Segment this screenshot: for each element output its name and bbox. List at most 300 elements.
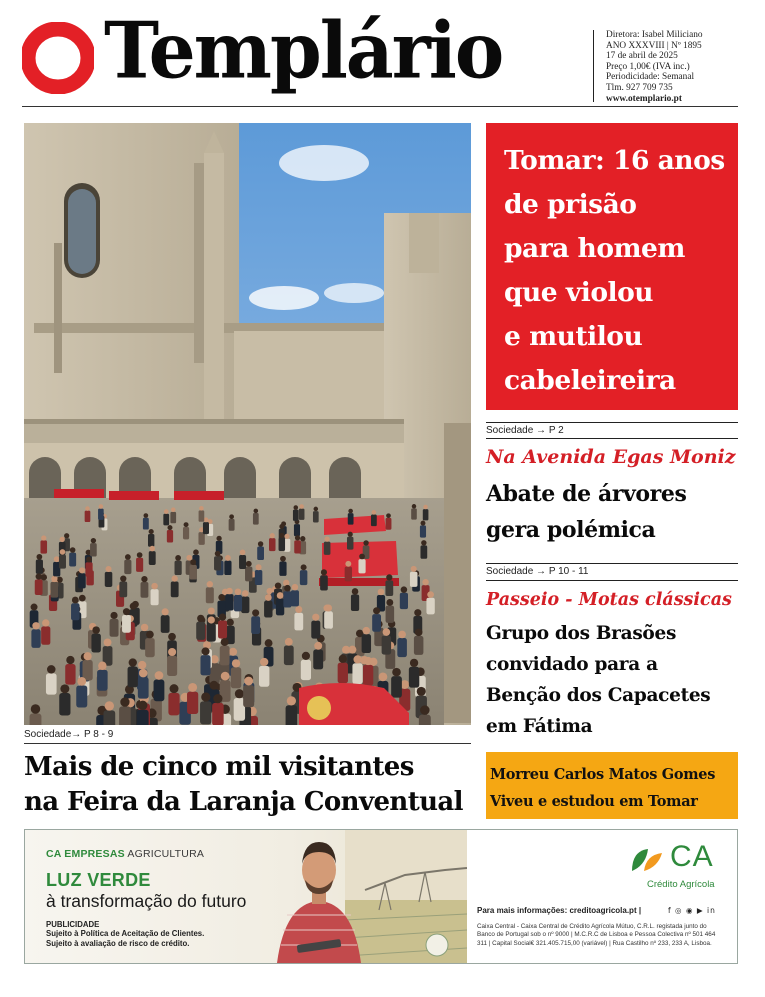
crowd-person-head	[421, 521, 426, 526]
crowd-person-head	[345, 561, 351, 567]
crowd-person-head	[47, 665, 56, 674]
crowd-person-head	[138, 701, 147, 710]
crowd-person-head	[295, 606, 302, 613]
crowd-person-head	[287, 696, 296, 705]
crowd-person-head	[141, 624, 148, 631]
crowd-person-head	[167, 525, 172, 530]
crowd-person-head	[130, 603, 137, 610]
crowd-person-head	[41, 535, 46, 540]
crowd-person-head	[226, 619, 233, 626]
story-2-headline[interactable]	[486, 618, 710, 742]
crowd-person	[351, 595, 359, 611]
story-1-kicker: Na Avenida Egas Moniz	[486, 446, 736, 468]
crowd-person-head	[60, 684, 69, 693]
crowd-person-head	[420, 705, 430, 715]
ad-disclaimer	[46, 920, 204, 948]
crowd-person-head	[225, 555, 231, 561]
crowd-person	[161, 615, 170, 633]
crowd-person	[243, 685, 254, 707]
crowd-person-head	[31, 704, 40, 713]
crowd-person	[229, 519, 235, 531]
cloister-crowd-photo	[24, 123, 471, 725]
crowd-person	[145, 638, 155, 657]
crowd-person-head	[353, 655, 361, 663]
crowd-person	[313, 511, 319, 522]
crowd-person-head	[70, 547, 76, 553]
crowd-person	[276, 599, 284, 616]
crowd-person-head	[221, 672, 230, 681]
farmer-person-image	[257, 830, 381, 963]
story-1-section: Sociedade → P 2	[486, 425, 564, 436]
crowd-person-head	[31, 604, 38, 611]
crowd-person-head	[314, 642, 322, 650]
crowd-person-head	[210, 681, 219, 690]
crowd-person	[294, 540, 301, 553]
crowd-person-head	[279, 533, 284, 538]
story-2-sub-rule	[486, 580, 738, 581]
crowd-person	[137, 710, 149, 725]
crowd-person-head	[398, 631, 406, 639]
crowd-person-head	[324, 537, 329, 542]
crowd-person-head	[41, 574, 47, 580]
masthead-divider	[593, 30, 594, 102]
crowd-person-head	[60, 549, 66, 555]
crowd-person-head	[54, 556, 60, 562]
crowd-person-head	[85, 506, 90, 511]
crowd-person-head	[422, 579, 428, 585]
crowd-person-head	[149, 546, 155, 552]
crowd-person-head	[207, 581, 213, 587]
crowd-person	[207, 623, 216, 641]
crowd-person	[65, 664, 75, 685]
crowd-person-head	[168, 648, 176, 656]
newspaper-title[interactable]: Templário	[104, 5, 503, 97]
crowd-person	[411, 508, 417, 519]
crowd-person	[136, 558, 143, 572]
crowd-person-head	[314, 507, 319, 512]
crowd-person-head	[363, 627, 371, 635]
crowd-person-head	[417, 687, 426, 696]
social-icons[interactable]: f ◎ ◉ ▶ in	[668, 906, 716, 915]
crowd-person	[391, 676, 402, 697]
crowd-person-head	[383, 628, 391, 636]
ad-subheadline: à transformação do futuro	[46, 891, 247, 911]
crowd-person-head	[300, 536, 305, 541]
crowd-person-head	[339, 655, 347, 663]
crowd-person-head	[412, 504, 416, 508]
crowd-person	[245, 567, 252, 582]
crowd-person-head	[386, 513, 391, 518]
red-line-5: e mutilou	[504, 321, 643, 352]
story-1-headline[interactable]	[486, 476, 686, 548]
credito-agricola-label: Crédito Agrícola	[647, 879, 715, 890]
crowd-person	[98, 509, 104, 520]
crowd-person-head	[151, 583, 157, 589]
crowd-person-head	[186, 555, 192, 561]
crowd-person-head	[392, 668, 401, 677]
crowd-person	[97, 670, 108, 691]
crowd-person	[347, 537, 353, 550]
crowd-person	[291, 590, 299, 606]
crowd-person-head	[141, 576, 147, 582]
crowd-person-head	[363, 540, 368, 545]
red-line-3: para homem	[504, 233, 685, 264]
crowd-person	[71, 603, 80, 620]
crowd-person	[128, 666, 138, 687]
story-1-top-rule	[486, 422, 738, 423]
crowd-person	[253, 513, 259, 525]
crowd-person-head	[66, 656, 74, 664]
ad-brand-suffix: AGRICULTURA	[127, 848, 205, 860]
masthead-rule	[22, 106, 738, 107]
crowd-person-head	[86, 557, 92, 563]
crowd-person-head	[260, 658, 268, 666]
crowd-person-head	[143, 513, 148, 518]
cover-photo[interactable]	[24, 123, 471, 725]
crowd-person	[167, 656, 177, 676]
crowd-person-head	[401, 586, 408, 593]
ad-pub-line-1: PUBLICIDADE	[46, 920, 100, 929]
crowd-person	[183, 527, 189, 539]
crowd-person	[257, 546, 264, 560]
crowd-person	[124, 560, 131, 574]
crowd-person-head	[79, 595, 86, 602]
crowd-person-head	[218, 594, 225, 601]
crowd-person-head	[91, 538, 96, 543]
crowd-person-head	[372, 510, 377, 515]
yellow-line-1: Morreu Carlos Matos Gomes	[490, 766, 716, 783]
story-2-headline-line-1: Grupo dos Brasões	[486, 623, 677, 644]
crowd-person-head	[285, 638, 293, 646]
crowd-person-head	[294, 505, 299, 510]
crowd-person	[293, 510, 299, 521]
crowd-person-head	[386, 599, 393, 606]
crowd-person-head	[325, 605, 332, 612]
crowd-person	[91, 634, 100, 653]
crowd-person	[386, 518, 392, 530]
crowd-person	[90, 543, 97, 556]
info-issue: ANO XXXVIII | Nº 1895	[606, 40, 702, 51]
crowd-person-head	[32, 622, 39, 629]
crowd-person	[224, 561, 231, 575]
crowd-person-head	[105, 701, 114, 710]
crowd-person	[348, 513, 354, 525]
crowd-person-head	[292, 584, 298, 590]
photo-rule	[24, 743, 471, 744]
crowd-person	[414, 636, 423, 655]
crowd-person	[279, 561, 286, 575]
crowd-person-head	[84, 652, 92, 660]
crowd-person-head	[146, 631, 154, 639]
crowd-person	[397, 638, 407, 657]
crowd-person	[294, 524, 300, 536]
crowd-person	[225, 594, 233, 610]
crowd-person-head	[258, 541, 263, 546]
ad-pub-line-3: Sujeito à avaliação de risco de crédito.	[46, 938, 190, 948]
crowd-person-head	[120, 697, 129, 706]
crowd-person	[110, 619, 119, 637]
red-line-6: cabeleireira	[504, 365, 676, 396]
crowd-person	[168, 693, 179, 715]
crowd-person	[200, 655, 210, 675]
crowd-person-head	[232, 659, 240, 667]
yellow-line-2: Viveu e estudou em Tomar	[490, 793, 698, 810]
crowd-person	[251, 616, 260, 634]
crowd-person	[199, 510, 205, 521]
crowd-person-head	[215, 551, 221, 557]
crowd-person-head	[219, 613, 226, 620]
crowd-person-head	[164, 509, 169, 514]
crowd-person	[324, 611, 333, 628]
crowd-person-head	[125, 554, 131, 560]
crowd-person-head	[265, 594, 272, 601]
crowd-person-head	[415, 629, 423, 637]
ad-legal-line-1: Caixa Central - Caixa Central de Crédito Agrícola Mútuo, C.R.L. registada junto do	[477, 923, 707, 930]
crowd-person	[119, 582, 127, 598]
yellow-news-box[interactable]	[486, 752, 738, 819]
crowd-person-head	[283, 580, 289, 586]
crowd-person-head	[411, 566, 417, 572]
crowd-person-head	[265, 639, 273, 647]
main-headline-line-1: Mais de cinco mil visitantes	[24, 752, 414, 782]
crowd-person	[231, 667, 241, 688]
crowd-person	[119, 706, 131, 725]
crowd-person-head	[229, 648, 237, 656]
crowd-person-head	[208, 607, 215, 614]
crowd-person-head	[284, 585, 291, 592]
story-2-headline-line-4: em Fátima	[486, 716, 593, 737]
red-headline-box[interactable]	[486, 123, 738, 410]
crowd-person-head	[275, 582, 281, 588]
crowd-person	[171, 582, 179, 598]
ad-headline: LUZ VERDE	[46, 870, 151, 890]
info-director: Diretora: Isabel Miliciano	[606, 30, 703, 40]
crowd-person-head	[162, 608, 169, 615]
crowd-person	[371, 515, 377, 527]
red-line-4: que violou	[504, 277, 654, 308]
crowd-person-head	[120, 575, 126, 581]
logo-o-icon	[22, 22, 94, 94]
crowd-person	[35, 579, 43, 595]
crowd-person	[241, 597, 249, 614]
crowd-person-head	[51, 576, 57, 582]
crowd-person-head	[193, 549, 199, 555]
crowd-person	[76, 685, 87, 707]
crowd-person-head	[423, 505, 428, 510]
crowd-person	[154, 680, 165, 702]
crowd-person-head	[256, 564, 262, 570]
ad-legal-line-3: 311 | Capital Social€ 321.405.715,00 (variável) | Rua Castilho nº 233, 233 A, Lisboa.	[477, 939, 712, 947]
crowd-person-head	[252, 609, 259, 616]
credito-agricola-logo[interactable]: CA	[670, 840, 714, 873]
crowd-person	[170, 512, 176, 523]
crowd-person	[358, 559, 365, 573]
crowd-person-head	[204, 517, 209, 522]
crowd-person-head	[72, 597, 79, 604]
main-headline[interactable]	[24, 750, 474, 820]
crowd-person	[143, 518, 149, 530]
crowd-person-head	[106, 566, 112, 572]
crowd-person-head	[42, 619, 49, 626]
crowd-person	[362, 634, 371, 653]
crowd-person	[423, 509, 429, 520]
crowd-person-head	[246, 561, 252, 567]
crowd-person-head	[60, 537, 65, 542]
story-2-top-rule	[486, 563, 738, 564]
story-1-sub-rule	[486, 438, 738, 439]
crowd-person	[420, 545, 427, 558]
crowd-person	[30, 713, 42, 725]
crowd-person-head	[201, 692, 210, 701]
crowd-person	[385, 580, 393, 596]
crowd-person-head	[168, 633, 176, 641]
crowd-person-head	[172, 575, 178, 581]
crowd-person-head	[175, 555, 181, 561]
crowd-person-head	[386, 574, 392, 580]
crowd-person	[338, 663, 348, 684]
crowd-person-head	[235, 588, 242, 595]
crowd-person	[372, 614, 381, 632]
crowd-person	[283, 591, 291, 607]
crowd-person	[163, 514, 169, 526]
crowd-person-head	[301, 564, 307, 570]
crowd-person	[167, 530, 173, 543]
crowd-person	[40, 540, 47, 553]
crowd-person	[212, 703, 224, 725]
crowd-person	[203, 522, 209, 534]
crowd-person-head	[421, 540, 426, 545]
crowd-person	[85, 511, 91, 522]
crowd-person-head	[138, 661, 146, 669]
crowd-person-head	[77, 677, 86, 686]
advertisement[interactable]	[24, 829, 738, 964]
credito-agricola-leaf-icon	[630, 845, 664, 873]
red-line-1: Tomar: 16 anos	[504, 145, 725, 176]
crowd-person	[122, 615, 131, 633]
crowd-person	[410, 572, 418, 587]
crowd-person-head	[364, 657, 372, 665]
ad-legal-text	[477, 923, 735, 948]
story-1-headline-line-2: gera polémica	[486, 517, 656, 543]
crowd-person	[190, 565, 197, 580]
crowd-person	[284, 646, 294, 666]
info-price: Preço 1,00€ (IVA inc.)	[606, 61, 690, 72]
ad-brandline	[46, 848, 204, 860]
website-link[interactable]: www.otemplario.pt	[606, 93, 682, 104]
crowd-person	[50, 582, 58, 598]
crowd-person	[299, 509, 305, 520]
crowd-person-head	[284, 534, 289, 539]
ad-legal-line-2: Banco de Portugal sob o nº 9000 | M.C.R.C de Lisboa e Pessoa Colectiva nº 501 464	[477, 931, 716, 939]
crowd-person-head	[295, 535, 300, 540]
crowd-person	[220, 646, 230, 666]
crowd-person-head	[279, 524, 284, 529]
crowd-person-head	[359, 554, 365, 560]
crowd-person	[311, 621, 320, 639]
ad-brand-prefix: CA EMPRESAS	[46, 848, 125, 860]
crowd-person-head	[208, 616, 215, 623]
crowd-person	[259, 666, 269, 687]
crowd-person-head	[348, 532, 353, 537]
crowd-person	[46, 673, 57, 694]
photo-section-label: Sociedade→ P 8 - 9	[24, 729, 114, 740]
crowd-person-head	[302, 652, 310, 660]
crowd-person	[269, 538, 276, 551]
crowd-person-head	[378, 589, 385, 596]
crowd-person	[300, 570, 307, 585]
crowd-person-head	[277, 592, 284, 599]
crowd-person-head	[373, 607, 380, 614]
crowd-person	[82, 660, 92, 680]
crowd-person	[255, 570, 262, 585]
crowd-person	[175, 561, 182, 575]
crowd-person	[206, 587, 214, 603]
crowd-person	[214, 556, 221, 570]
crowd-person	[41, 626, 50, 644]
crowd-person	[200, 701, 211, 724]
crowd-person	[400, 593, 408, 609]
crowd-person	[85, 562, 92, 577]
story-2-section: Sociedade → P 10 - 11	[486, 566, 589, 577]
crowd-person-head	[226, 588, 233, 595]
crowd-person-head	[104, 638, 112, 646]
crowd-person	[363, 665, 373, 686]
crowd-person	[148, 534, 154, 547]
crowd-person-head	[348, 509, 353, 514]
crowd-person	[279, 538, 286, 551]
crowd-person-head	[240, 549, 246, 555]
crowd-person	[149, 551, 156, 565]
crowd-person-head	[99, 504, 103, 508]
story-2-headline-line-3: Benção dos Capacetes	[486, 685, 711, 706]
crowd-person	[234, 595, 242, 611]
crowd-person-head	[170, 684, 179, 693]
crowd-person	[141, 582, 149, 598]
story-2-headline-line-2: convidado para a	[486, 654, 658, 675]
crowd-person-head	[221, 638, 229, 646]
crowd-person-head	[36, 573, 42, 579]
crowd-person-head	[348, 646, 356, 654]
crowd-person-head	[312, 614, 319, 621]
info-periodicity: Periodicidade: Semanal	[606, 72, 695, 83]
crowd-person-head	[37, 554, 43, 560]
crowd-person-head	[149, 529, 154, 534]
crowd-person	[59, 693, 70, 715]
ad-info-link[interactable]: Para mais informações: creditoagricola.pt |	[477, 906, 642, 915]
crowd-person-head	[110, 612, 117, 619]
crowd-person	[187, 692, 198, 714]
crowd-person	[324, 542, 331, 555]
crowd-person-head	[201, 647, 209, 655]
crowd-person-head	[190, 559, 196, 565]
crowd-person-head	[270, 533, 275, 538]
red-line-2: de prisão	[504, 189, 637, 220]
crowd-person	[419, 715, 431, 725]
crowd-person-head	[129, 658, 137, 666]
crowd-person	[69, 553, 76, 567]
crowd-person	[31, 629, 40, 648]
info-phone: Tlm. 927 709 735	[606, 82, 673, 93]
ad-pub-line-2: Sujeito à Política de Aceitação de Clientes.	[46, 929, 205, 939]
crowd-person	[239, 555, 246, 569]
crowd-person	[294, 613, 303, 631]
crowd-person	[301, 660, 311, 680]
crowd-person-head	[64, 533, 69, 538]
crowd-person-head	[199, 506, 204, 511]
story-1-headline-line-1: Abate de árvores	[486, 481, 687, 507]
crowd-person-head	[197, 615, 204, 622]
issue-info	[606, 30, 703, 104]
